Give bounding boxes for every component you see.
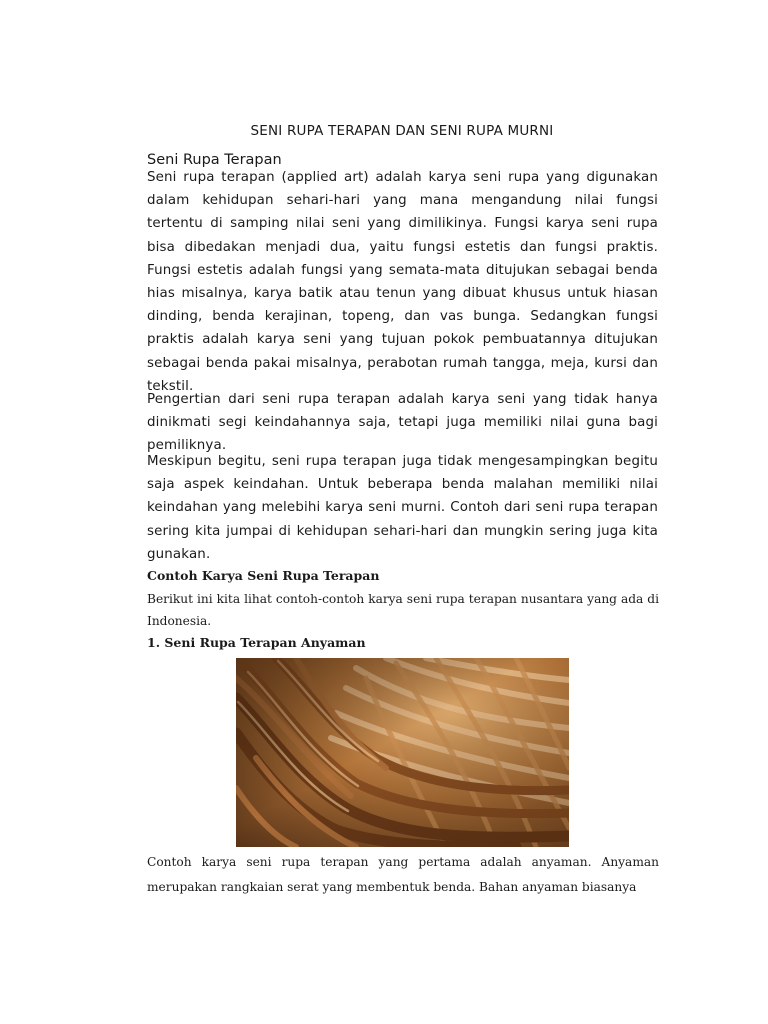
woven-basket-photo bbox=[236, 658, 569, 847]
item-heading-anyaman: 1. Seni Rupa Terapan Anyaman bbox=[147, 635, 366, 650]
paragraph-pengertian: Pengertian dari seni rupa terapan adalah karya seni yang tidak hanya dinikmati segi keindahannya saja, tetapi juga memiliki nilai guna bagi pemiliknya. bbox=[147, 392, 658, 454]
paragraph-meskipun: Meskipun begitu, seni rupa terapan juga tidak mengesampingkan begitu saja aspek keindahan. Untuk beberapa benda malahan memiliki nilai keindahan yang melebihi karya seni murni. Contoh dari seni rupa terapan sering kita jumpai di kehidupan sehari-hari dan mungkin sering juga kita gunakan. bbox=[147, 454, 658, 562]
page-title: SENI RUPA TERAPAN DAN SENI RUPA MURNI bbox=[250, 123, 554, 139]
section-heading: Seni Rupa Terapan bbox=[147, 152, 282, 168]
paragraph-definition: Seni rupa terapan (applied art) adalah karya seni rupa yang digunakan dalam kehidupan sehari-hari yang mana mengandung nilai fungsi tertentu di samping nilai seni yang dimilikinya. Fungsi karya seni rupa bisa dibedakan menjadi dua, yaitu fungsi estetis dan fungsi praktis. Fungsi estetis adalah fungsi yang semata-mata ditujukan sebagai benda hias misalnya, karya batik atau tenun yang dibuat khusus untuk hiasan dinding, benda kerajinan, topeng, dan vas bunga. Sedangkan fungsi praktis adalah karya seni yang tujuan pokok pembuatannya ditujukan sebagai benda pakai misalnya, perabotan rumah tangga, meja, kursi dan tekstil. bbox=[147, 170, 658, 394]
examples-intro: Berikut ini kita lihat contoh-contoh karya seni rupa terapan nusantara yang ada di Indonesia. bbox=[147, 592, 659, 628]
examples-heading: Contoh Karya Seni Rupa Terapan bbox=[147, 568, 380, 583]
item-1-description: Contoh karya seni rupa terapan yang pertama adalah anyaman. Anyaman merupakan rangkaian serat yang membentuk benda. Bahan anyaman biasanya bbox=[147, 855, 659, 894]
